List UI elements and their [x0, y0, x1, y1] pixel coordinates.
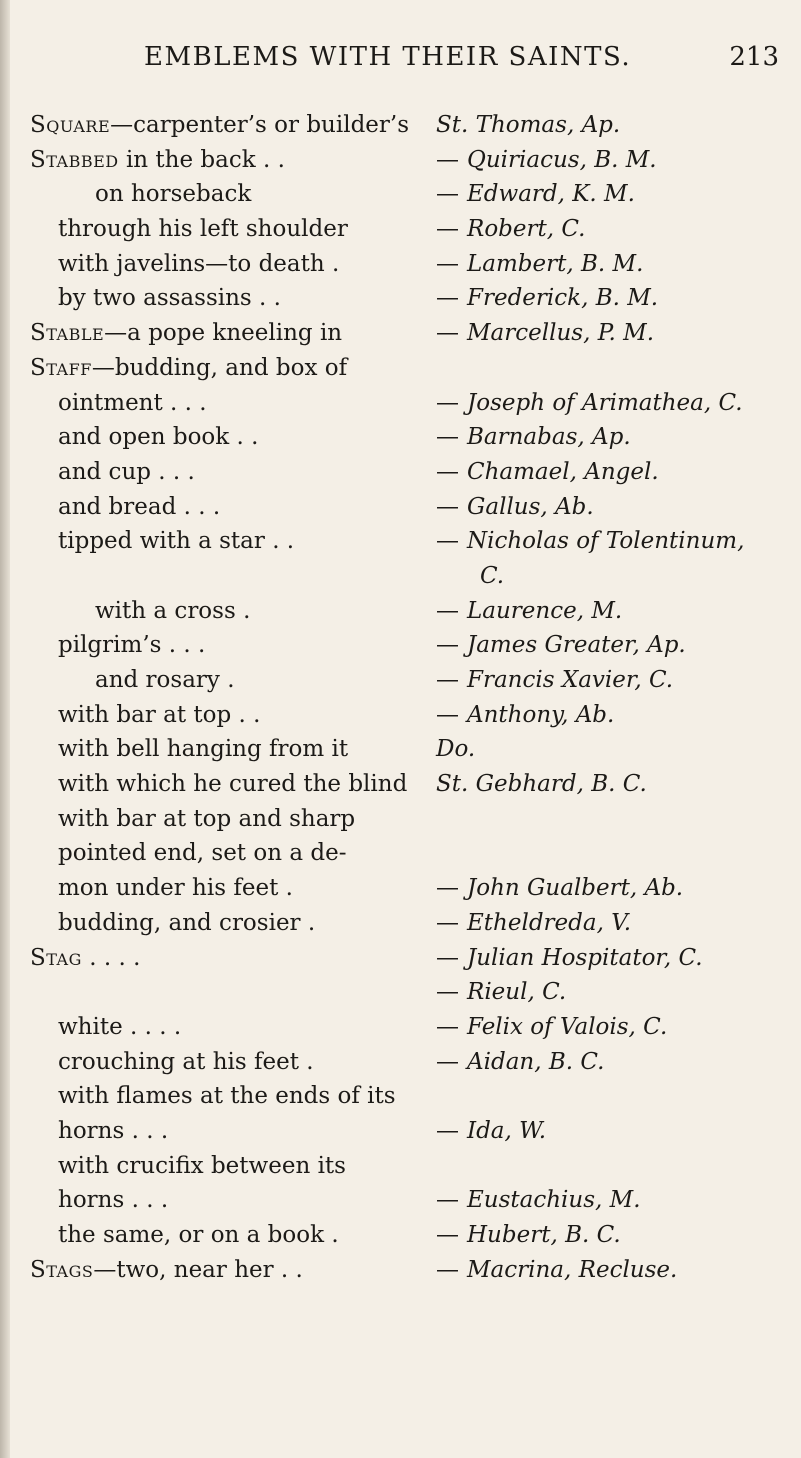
ditto-dash: —	[436, 1187, 459, 1214]
emblem-headword: Staff	[30, 354, 92, 381]
emblem-headword: Stabbed	[30, 146, 119, 173]
saint-name	[436, 212, 585, 246]
emblem-text: —carpenter’s or builder’s	[110, 112, 410, 138]
emblem-text: with bell hanging from it	[58, 736, 349, 763]
saint-name	[436, 420, 631, 454]
saint-text: Rieul, C.	[467, 979, 567, 1006]
emblem-description	[58, 1149, 346, 1183]
ditto-dash: —	[436, 632, 459, 659]
entry-row	[0, 420, 801, 455]
emblem-description	[30, 941, 140, 975]
saint-text: Ida, W.	[467, 1117, 547, 1144]
saint-name	[436, 1114, 546, 1148]
entry-row	[0, 941, 801, 976]
emblem-description	[30, 108, 409, 142]
saint-name	[436, 108, 620, 142]
emblem-description	[58, 386, 207, 420]
emblem-headword: Stable	[30, 320, 105, 347]
emblem-description	[95, 663, 235, 697]
emblem-description	[58, 212, 348, 246]
saint-text: Felix of Valois, C.	[467, 1013, 668, 1040]
emblem-description	[58, 802, 355, 836]
emblem-description	[58, 1218, 339, 1252]
saint-text: St. Thomas, Ap.	[436, 112, 621, 138]
emblem-text: with crucifix between its	[58, 1152, 346, 1179]
emblem-description	[58, 628, 205, 662]
ditto-dash: —	[436, 979, 459, 1006]
emblem-text: with a cross .	[95, 597, 251, 624]
saint-name	[436, 594, 622, 628]
saint-name	[436, 1045, 604, 1079]
saint-text: Anthony, Ab.	[467, 701, 615, 728]
page-header	[60, 40, 779, 80]
entry-row	[0, 1045, 801, 1080]
entry-row	[0, 108, 801, 143]
emblem-text: by two assassins . .	[58, 285, 281, 312]
saint-text: Robert, C.	[467, 216, 586, 243]
ditto-dash: —	[436, 1013, 459, 1040]
emblem-description	[58, 490, 220, 524]
emblem-text: with bar at top . .	[58, 701, 261, 728]
emblem-text: white . . . .	[58, 1013, 182, 1040]
emblem-text: the same, or on a book .	[58, 1222, 339, 1248]
ditto-dash: —	[436, 181, 459, 208]
entry-row	[0, 628, 801, 663]
ditto-dash: —	[436, 528, 459, 555]
entry-row	[0, 143, 801, 178]
ditto-dash: —	[436, 285, 459, 312]
emblem-description	[58, 732, 348, 766]
saint-text: Frederick, B. M.	[467, 285, 659, 312]
entry-row	[0, 524, 801, 559]
emblem-description	[30, 143, 285, 177]
saint-name	[436, 906, 631, 940]
ditto-dash: —	[436, 1048, 459, 1075]
emblem-headword: Stags	[30, 1256, 94, 1283]
emblem-description	[58, 698, 260, 732]
saint-name	[436, 386, 743, 420]
emblem-text: with javelins—to death .	[58, 250, 340, 277]
emblem-text: —budding, and box of	[91, 354, 348, 381]
ditto-dash: —	[436, 458, 459, 485]
entry-row	[0, 1010, 801, 1045]
saint-text: Francis Xavier, C.	[467, 667, 674, 693]
saint-text: Marcellus, P. M.	[467, 320, 654, 347]
entry-row	[0, 594, 801, 629]
emblem-headword: Stag	[30, 944, 82, 971]
saint-text: Edward, K. M.	[467, 181, 635, 208]
saint-text: Laurence, M.	[467, 597, 623, 624]
emblem-text: and rosary .	[95, 667, 235, 693]
emblem-text: in the back . .	[118, 146, 285, 173]
saint-text: Barnabas, Ap.	[467, 424, 631, 451]
saint-text: St. Gebhard, B. C.	[436, 771, 647, 798]
emblem-text: through his left shoulder	[58, 216, 348, 243]
saint-name	[436, 975, 566, 1009]
emblem-text: crouching at his feet .	[58, 1048, 314, 1075]
entry-row	[0, 1079, 801, 1114]
saint-name	[436, 281, 658, 315]
saint-text: Chamael, Angel.	[467, 458, 659, 485]
emblem-description	[58, 1183, 168, 1217]
entry-row	[0, 906, 801, 941]
saint-text: Aidan, B. C.	[467, 1048, 605, 1075]
saint-text: Macrina, Recluse.	[467, 1256, 678, 1283]
emblem-headword: Square	[30, 112, 111, 138]
saint-text: Julian Hospitator, C.	[467, 944, 703, 971]
entry-row	[0, 836, 801, 871]
emblem-description	[58, 1045, 314, 1079]
saint-name	[436, 177, 635, 211]
saint-name	[436, 732, 475, 766]
emblem-text: —two, near her . .	[93, 1256, 303, 1283]
emblem-description	[30, 351, 347, 385]
entry-row	[0, 559, 801, 594]
saint-text: James Greater, Ap.	[467, 632, 686, 659]
entry-row	[0, 177, 801, 212]
emblem-text: pointed end, set on a de-	[58, 840, 347, 867]
emblem-index-list	[0, 108, 801, 1287]
emblem-text: and open book . .	[58, 424, 259, 451]
saint-name	[436, 1218, 621, 1252]
emblem-text: and bread . . .	[58, 493, 221, 520]
emblem-description	[58, 906, 315, 940]
emblem-description	[58, 1114, 168, 1148]
emblem-text: pilgrim’s . . .	[58, 632, 206, 659]
saint-name	[436, 767, 647, 801]
entry-row	[0, 732, 801, 767]
emblem-text: on horseback	[95, 181, 252, 208]
entry-row	[0, 802, 801, 837]
emblem-description	[58, 455, 195, 489]
ditto-dash: —	[436, 597, 459, 624]
entry-row	[0, 316, 801, 351]
emblem-text: with bar at top and sharp	[58, 805, 356, 832]
emblem-description	[58, 1079, 396, 1113]
ditto-dash: —	[436, 701, 459, 728]
entry-row	[0, 490, 801, 525]
emblem-description	[58, 1010, 181, 1044]
ditto-dash: —	[436, 146, 459, 173]
entry-row	[0, 698, 801, 733]
saint-name	[436, 1183, 641, 1217]
emblem-description	[30, 1253, 303, 1287]
saint-name	[436, 941, 703, 975]
saint-name	[436, 316, 654, 350]
saint-text: Do.	[436, 736, 476, 763]
saint-name	[436, 524, 744, 558]
ditto-dash: —	[436, 667, 459, 693]
ditto-dash: —	[436, 1117, 459, 1144]
emblem-description	[95, 177, 251, 211]
entry-row	[0, 975, 801, 1010]
saint-name	[480, 559, 504, 593]
saint-name	[436, 663, 673, 697]
entry-row	[0, 663, 801, 698]
emblem-text: . . . .	[81, 944, 141, 971]
ditto-dash: —	[436, 320, 459, 347]
entry-row	[0, 1114, 801, 1149]
saint-text: Quiriacus, B. M.	[467, 146, 657, 173]
entry-row	[0, 247, 801, 282]
emblem-description	[58, 247, 339, 281]
saint-name	[436, 628, 686, 662]
saint-text: C.	[480, 562, 505, 589]
ditto-dash: —	[436, 424, 459, 451]
emblem-text: budding, and crosier .	[58, 909, 316, 936]
saint-name	[436, 490, 594, 524]
entry-row	[0, 212, 801, 247]
ditto-dash: —	[436, 389, 459, 416]
emblem-description	[30, 316, 342, 350]
entry-row	[0, 767, 801, 802]
saint-name	[436, 247, 643, 281]
saint-name	[436, 143, 657, 177]
saint-text: John Gualbert, Ab.	[467, 875, 684, 902]
ditto-dash: —	[436, 909, 459, 936]
saint-text: Gallus, Ab.	[467, 493, 594, 520]
saint-text: Nicholas of Tolentinum,	[467, 528, 745, 555]
emblem-text: and cup . . .	[58, 458, 195, 485]
emblem-text: horns . . .	[58, 1117, 169, 1144]
emblem-text: ointment . . .	[58, 389, 207, 416]
saint-text: Etheldreda, V.	[467, 909, 632, 936]
emblem-description	[95, 594, 250, 628]
page-number: 213	[729, 42, 779, 72]
saint-text: Eustachius, M.	[467, 1187, 641, 1214]
ditto-dash: —	[436, 216, 459, 243]
entry-row	[0, 281, 801, 316]
saint-name	[436, 1253, 677, 1287]
emblem-description	[58, 281, 281, 315]
entry-row	[0, 386, 801, 421]
saint-text: Hubert, B. C.	[467, 1222, 621, 1248]
saint-name	[436, 455, 659, 489]
emblem-description	[58, 767, 407, 801]
emblem-description	[58, 524, 294, 558]
entry-row	[0, 455, 801, 490]
emblem-description	[58, 871, 293, 905]
saint-text: Lambert, B. M.	[467, 250, 644, 277]
emblem-description	[58, 420, 258, 454]
saint-name	[436, 871, 683, 905]
entry-row	[0, 871, 801, 906]
entry-row	[0, 1183, 801, 1218]
entry-row	[0, 1218, 801, 1253]
emblem-text: with which he cured the blind	[58, 771, 408, 798]
ditto-dash: —	[436, 250, 459, 277]
emblem-text: with flames at the ends of its	[58, 1083, 396, 1110]
emblem-text: tipped with a star . .	[58, 528, 295, 555]
emblem-description	[58, 836, 346, 870]
ditto-dash: —	[436, 1256, 459, 1283]
saint-name	[436, 1010, 667, 1044]
emblem-text: mon under his feet .	[58, 875, 293, 902]
saint-text: Joseph of Arimathea, C.	[467, 389, 743, 416]
entry-row	[0, 1149, 801, 1184]
ditto-dash: —	[436, 493, 459, 520]
ditto-dash: —	[436, 944, 459, 971]
ditto-dash: —	[436, 1222, 459, 1248]
running-title: EMBLEMS WITH THEIR SAINTS.	[144, 42, 632, 72]
emblem-text: —a pope kneeling in	[104, 320, 343, 347]
saint-name	[436, 698, 614, 732]
ditto-dash: —	[436, 875, 459, 902]
entry-row	[0, 1253, 801, 1288]
emblem-text: horns . . .	[58, 1187, 169, 1214]
entry-row	[0, 351, 801, 386]
